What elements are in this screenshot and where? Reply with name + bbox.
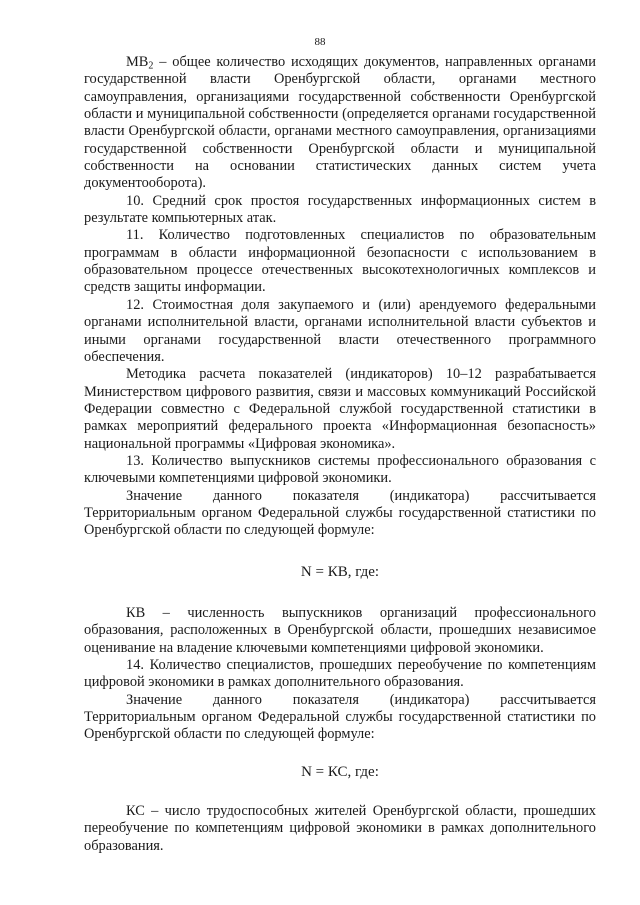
paragraph-calculation-13: Значение данного показателя (индикатора) рассчитывается Территориальным органом Федеральной службы государственной статистики по Оренбургской области по следующей формуле:: [84, 487, 596, 539]
paragraph-indicator-11: 11. Количество подготовленных специалистов по образовательным программам в области информационной безопасности с использованием в образовательном процессе отечественных высокотехнологичных комплексов и средств защиты информации.: [84, 227, 596, 296]
document-body: [84, 54, 596, 855]
paragraph-mb2-definition: [84, 54, 596, 193]
paragraph-kc-definition: КС – число трудоспособных жителей Оренбургской области, прошедших переобучение по компетенциям цифровой экономики в рамках дополнительного образования.: [84, 803, 596, 854]
paragraph-indicator-13: 13. Количество выпускников системы профессионального образования с ключевыми компетенциями цифровой экономики.: [84, 452, 596, 487]
paragraph-indicator-12: 12. Стоимостная доля закупаемого и (или) арендуемого федеральными органами исполнительной власти, органами исполнительной власти субъектов и иными органами государственной власти отечественного программного обеспечения.: [84, 296, 596, 365]
formula-kc: N = КС, где:: [301, 763, 379, 780]
paragraph-indicator-10: 10. Средний срок простоя государственных информационных систем в результате компьютерных атак.: [84, 192, 596, 227]
paragraph-kv-definition: КВ – численность выпускников организаций профессионального образования, расположенных в Оренбургской области, прошедших независимое оценивание на владение ключевыми компетенциями цифровой экономики.: [84, 604, 596, 656]
paragraph-indicator-14: 14. Количество специалистов, прошедших переобучение по компетенциям цифровой экономики в рамках дополнительного образования.: [84, 657, 596, 691]
definition-text: – общее количество исходящих документов, направленных органами государственной власти Оренбургской области, органами местного самоуправления, организациями государственной собственности Оренбургской области и муниципальной собственности (определяется органами государственной власти Оренбургской области, органами местного самоуправления, организациями государственной собственности Оренбургской области и муниципальной собственности на основании статистических данных систем учета документооборота).: [84, 54, 596, 192]
term-mb: МВ: [126, 54, 149, 70]
formula-kv: N = КВ, где:: [300, 563, 380, 580]
paragraph-calculation-14: Значение данного показателя (индикатора) рассчитывается Территориальным органом Федеральной службы государственной статистики по Оренбургской области по следующей формуле:: [84, 691, 596, 743]
page-number: 88: [314, 36, 326, 48]
term-subscript: 2: [148, 60, 154, 72]
paragraph-methodology: Методика расчета показателей (индикаторов) 10–12 разрабатывается Министерством цифрового развития, связи и массовых коммуникаций Российской Федерации совместно с Федеральной службой государственной статистики в рамках мероприятий федерального проекта «Информационная безопасность» национальной программы «Цифровая экономика».: [84, 366, 596, 452]
